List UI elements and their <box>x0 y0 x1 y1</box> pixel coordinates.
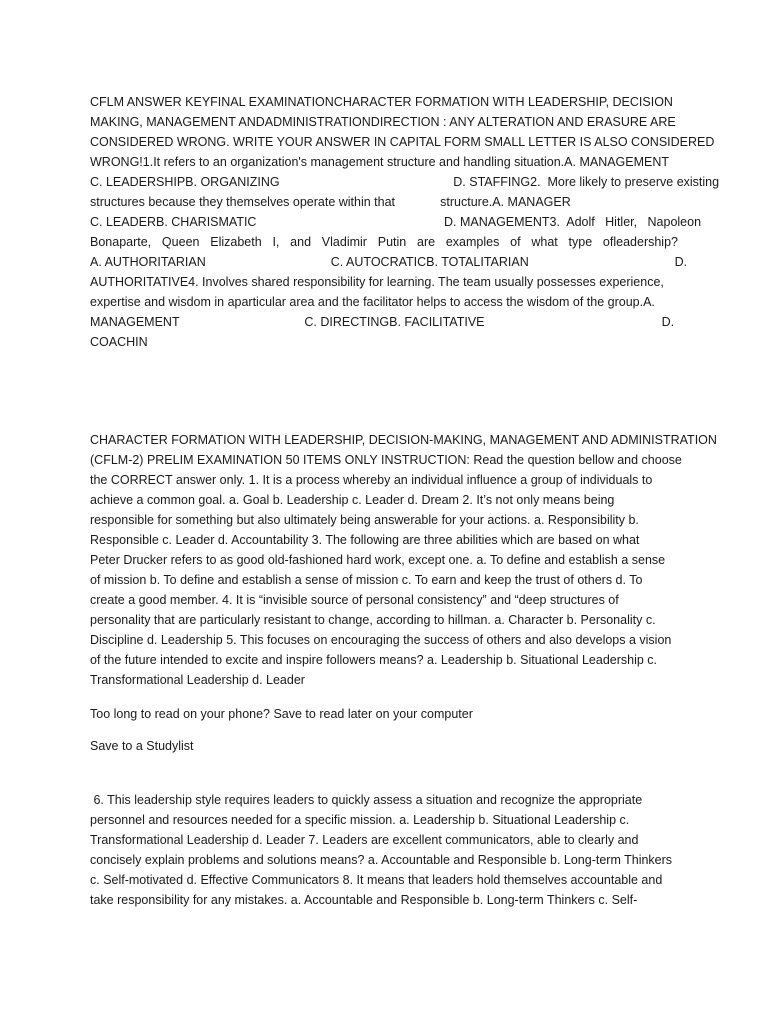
text-line: Transformational Leadership d. Leader 7. Leaders are excellent communicators, able to clearly and <box>90 833 639 847</box>
text-line: 6. This leadership style requires leaders to quickly assess a situation and recognize the appropriate <box>90 793 643 807</box>
text-line: the CORRECT answer only. 1. It is a process whereby an individual influence a group of individuals to <box>90 473 653 487</box>
answer-key-block <box>90 92 720 352</box>
prelim-exam-block <box>90 430 717 690</box>
text-line: WRONG!1.It refers to an organization's management structure and handling situation.A. MANAGEMENT <box>90 155 670 169</box>
document-page <box>90 92 720 910</box>
text-line: C. LEADERB. CHARISMATIC D. MANAGEMENT3. Adolf Hitler, Napoleon <box>90 215 702 229</box>
text-line: Bonaparte, Queen Elizabeth I, and Vladimir Putin are examples of what type ofleadership? <box>90 235 678 249</box>
read-later-prompt <box>90 704 678 724</box>
text-line: of the future intended to excite and inspire followers means? a. Leadership b. Situational Leadership c. <box>90 653 658 667</box>
text-line: CHARACTER FORMATION WITH LEADERSHIP, DECISION-MAKING, MANAGEMENT AND ADMINISTRATION <box>90 433 717 447</box>
questions-continued-block <box>90 790 678 910</box>
text-line: CONSIDERED WRONG. WRITE YOUR ANSWER IN CAPITAL FORM SMALL LETTER IS ALSO CONSIDERED <box>90 135 715 149</box>
text-line: of mission b. To define and establish a sense of mission c. To earn and keep the trust of others d. To <box>90 573 643 587</box>
text-line: (CFLM-2) PRELIM EXAMINATION 50 ITEMS ONLY INSTRUCTION: Read the question bellow and choose <box>90 453 682 467</box>
text-line: C. LEADERSHIPB. ORGANIZING D. STAFFING2. More likely to preserve existing <box>90 175 720 189</box>
text-line: Discipline d. Leadership 5. This focuses on encouraging the success of others and also develops a vision <box>90 633 672 647</box>
save-to-studylist[interactable] <box>90 736 678 756</box>
text-line: achieve a common goal. a. Goal b. Leadership c. Leader d. Dream 2. It’s not only means being <box>90 493 615 507</box>
text-line: A. AUTHORITARIAN C. AUTOCRATICB. TOTALITARIAN D. <box>90 255 688 269</box>
read-later-text: Too long to read on your phone? Save to read later on your computer <box>90 707 473 721</box>
text-line: concisely explain problems and solutions means? a. Accountable and Responsible b. Long-term Thinkers <box>90 853 673 867</box>
text-line: take responsibility for any mistakes. a. Accountable and Responsible b. Long-term Thinkers c. Self- <box>90 893 638 907</box>
text-line: create a good member. 4. It is “invisible source of personal consistency” and “deep structures of <box>90 593 619 607</box>
text-line: expertise and wisdom in aparticular area and the facilitator helps to access the wisdom of the group.A. <box>90 295 655 309</box>
text-line: structures because they themselves operate within that structure.A. MANAGER <box>90 195 571 209</box>
text-line: responsible for something but also ultimately being answerable for your actions. a. Responsibility b. <box>90 513 639 527</box>
text-line: Peter Drucker refers to as good old-fashioned hard work, except one. a. To define and establish a sense <box>90 553 666 567</box>
text-line: Responsible c. Leader d. Accountability 3. The following are three abilities which are based on what <box>90 533 640 547</box>
text-line: AUTHORITATIVE4. Involves shared responsibility for learning. The team usually possesses experience, <box>90 275 664 289</box>
text-line: COACHIN <box>90 335 148 349</box>
text-line: Transformational Leadership d. Leader <box>90 673 305 687</box>
text-line: personality that are particularly resistant to change, according to hillman. a. Character b. Personality c. <box>90 613 656 627</box>
text-line: CFLM ANSWER KEYFINAL EXAMINATIONCHARACTER FORMATION WITH LEADERSHIP, DECISION <box>90 95 673 109</box>
text-line: c. Self-motivated d. Effective Communicators 8. It means that leaders hold themselves accountable and <box>90 873 663 887</box>
text-line: personnel and resources needed for a specific mission. a. Leadership b. Situational Leadership c. <box>90 813 630 827</box>
text-line: MANAGEMENT C. DIRECTINGB. FACILITATIVE D. <box>90 315 675 329</box>
save-to-studylist-link[interactable]: Save to a Studylist <box>90 739 194 753</box>
text-line: MAKING, MANAGEMENT ANDADMINISTRATIONDIRECTION : ANY ALTERATION AND ERASURE ARE <box>90 115 676 129</box>
